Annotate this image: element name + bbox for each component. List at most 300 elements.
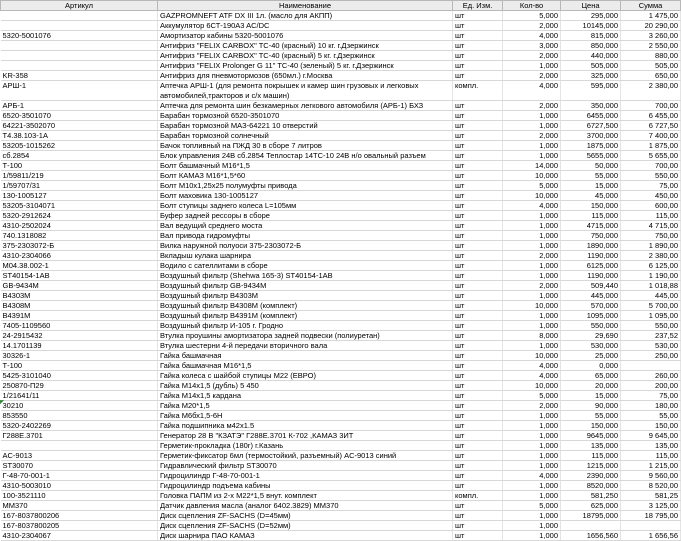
cell-sum[interactable]: 600,00 — [621, 201, 681, 211]
cell-article[interactable]: GB-9434M — [1, 281, 158, 291]
cell-sum[interactable]: 1 475,00 — [621, 11, 681, 21]
table-row[interactable] — [1, 441, 681, 451]
cell-unit[interactable]: шт — [453, 61, 503, 71]
cell-article[interactable]: 167-8037800205 — [1, 521, 158, 531]
cell-article[interactable]: 24-2915432 — [1, 331, 158, 341]
cell-sum[interactable]: 9 645,00 — [621, 431, 681, 441]
cell-quantity[interactable]: 4,000 — [503, 471, 561, 481]
cell-unit[interactable]: шт — [453, 151, 503, 161]
cell-unit[interactable]: шт — [453, 131, 503, 141]
cell-sum[interactable]: 4 715,00 — [621, 221, 681, 231]
cell-name[interactable]: Антифриз "FELIX CARBOX" TC-40 (красный) 5 кг. г.Дзержинск — [158, 51, 453, 61]
table-row[interactable] — [1, 501, 681, 511]
cell-price[interactable]: 595,000 — [561, 81, 621, 101]
table-row[interactable] — [1, 151, 681, 161]
cell-article[interactable]: В4303М — [1, 291, 158, 301]
cell-unit[interactable]: шт — [453, 191, 503, 201]
cell-price[interactable]: 581,250 — [561, 491, 621, 501]
cell-price[interactable]: 1890,000 — [561, 241, 621, 251]
cell-article[interactable]: 4310-2304067 — [1, 531, 158, 541]
cell-article[interactable]: 64221-3502070 — [1, 121, 158, 131]
table-row[interactable] — [1, 141, 681, 151]
cell-quantity[interactable]: 1,000 — [503, 261, 561, 271]
table-row[interactable] — [1, 421, 681, 431]
cell-article[interactable]: KR-358 — [1, 71, 158, 81]
cell-unit[interactable]: шт — [453, 261, 503, 271]
cell-sum[interactable]: 880,00 — [621, 51, 681, 61]
cell-article[interactable]: 1/21641/11 — [1, 391, 158, 401]
cell-price[interactable]: 115,000 — [561, 451, 621, 461]
table-row[interactable] — [1, 511, 681, 521]
cell-quantity[interactable]: 1,000 — [503, 111, 561, 121]
cell-price[interactable]: 20,000 — [561, 381, 621, 391]
cell-sum[interactable]: 445,00 — [621, 291, 681, 301]
cell-price[interactable]: 2390,000 — [561, 471, 621, 481]
cell-name[interactable]: Аккумулятор 6СТ-190A3 AC/DC — [158, 21, 453, 31]
cell-price[interactable]: 55,000 — [561, 411, 621, 421]
cell-article[interactable]: сб.2854 — [1, 151, 158, 161]
cell-name[interactable]: Вкладыш кулака шарнира — [158, 251, 453, 261]
cell-name[interactable]: Антифриз "FELIX Prolonger G 11" TC-40 (зеленый) 5 кг. г.Дзержинск — [158, 61, 453, 71]
cell-article[interactable] — [1, 21, 158, 31]
table-row[interactable] — [1, 531, 681, 541]
cell-price[interactable]: 9645,000 — [561, 431, 621, 441]
cell-quantity[interactable]: 5,000 — [503, 391, 561, 401]
cell-quantity[interactable]: 5,000 — [503, 501, 561, 511]
cell-quantity[interactable]: 3,000 — [503, 41, 561, 51]
cell-unit[interactable]: шт — [453, 181, 503, 191]
cell-price[interactable]: 350,000 — [561, 101, 621, 111]
cell-name[interactable]: Генератор 28 В "КЗАТЭ" Г288Е.3701 К-702 ,КАМАЗ 3ИТ — [158, 431, 453, 441]
cell-sum[interactable]: 450,00 — [621, 191, 681, 201]
cell-name[interactable]: Воздушный фильтр В4391М (комплект) — [158, 311, 453, 321]
cell-sum[interactable]: 581,25 — [621, 491, 681, 501]
cell-price[interactable]: 90,000 — [561, 401, 621, 411]
table-row[interactable] — [1, 161, 681, 171]
table-row[interactable] — [1, 341, 681, 351]
cell-article[interactable]: 130-1005127 — [1, 191, 158, 201]
table-row[interactable] — [1, 201, 681, 211]
cell-name[interactable]: Гайка башмачная — [158, 351, 453, 361]
cell-name[interactable]: Антифриз для пневмотормозов (650мл.) г.Москва — [158, 71, 453, 81]
cell-price[interactable]: 1095,000 — [561, 311, 621, 321]
cell-unit[interactable]: компл. — [453, 81, 503, 101]
cell-unit[interactable]: шт — [453, 511, 503, 521]
cell-article[interactable]: АРБ-1 — [1, 101, 158, 111]
cell-article[interactable]: 53205-1015262 — [1, 141, 158, 151]
header-article[interactable]: Артикул — [1, 1, 158, 11]
cell-name[interactable]: Герметик-фиксатор 6мл (термостойкий, разъемный) AC-9013 синий — [158, 451, 453, 461]
header-unit[interactable]: Ед. Изм. — [453, 1, 503, 11]
cell-unit[interactable]: шт — [453, 171, 503, 181]
cell-quantity[interactable]: 1,000 — [503, 481, 561, 491]
cell-price[interactable]: 850,000 — [561, 41, 621, 51]
cell-quantity[interactable]: 4,000 — [503, 371, 561, 381]
cell-article[interactable]: 740.1318082 — [1, 231, 158, 241]
cell-unit[interactable]: шт — [453, 531, 503, 541]
table-row[interactable] — [1, 451, 681, 461]
cell-unit[interactable]: шт — [453, 291, 503, 301]
cell-quantity[interactable]: 10,000 — [503, 381, 561, 391]
cell-sum[interactable]: 8 520,00 — [621, 481, 681, 491]
cell-price[interactable]: 15,000 — [561, 181, 621, 191]
cell-article[interactable]: 853550 — [1, 411, 158, 421]
cell-sum[interactable]: 18 795,00 — [621, 511, 681, 521]
table-row[interactable] — [1, 241, 681, 251]
cell-sum[interactable]: 2 380,00 — [621, 251, 681, 261]
cell-price[interactable]: 6455,000 — [561, 111, 621, 121]
cell-unit[interactable]: шт — [453, 421, 503, 431]
cell-price[interactable]: 25,000 — [561, 351, 621, 361]
cell-unit[interactable]: шт — [453, 121, 503, 131]
cell-name[interactable]: Диск сцепления ZF-SACHS (D=52мм) — [158, 521, 453, 531]
cell-sum[interactable]: 2 380,00 — [621, 81, 681, 101]
cell-price[interactable]: 150,000 — [561, 201, 621, 211]
cell-quantity[interactable]: 1,000 — [503, 141, 561, 151]
table-row[interactable] — [1, 521, 681, 531]
cell-unit[interactable]: шт — [453, 41, 503, 51]
cell-quantity[interactable]: 1,000 — [503, 521, 561, 531]
cell-price[interactable]: 50,000 — [561, 161, 621, 171]
table-row[interactable] — [1, 411, 681, 421]
cell-quantity[interactable]: 14,000 — [503, 161, 561, 171]
cell-name[interactable]: Датчик давления масла (аналог 6402.3829) ММ370 — [158, 501, 453, 511]
table-row[interactable] — [1, 481, 681, 491]
cell-sum[interactable]: 7 400,00 — [621, 131, 681, 141]
cell-quantity[interactable]: 10,000 — [503, 191, 561, 201]
table-row[interactable] — [1, 351, 681, 361]
cell-price[interactable]: 440,000 — [561, 51, 621, 61]
table-row[interactable] — [1, 121, 681, 131]
table-row[interactable] — [1, 311, 681, 321]
cell-price[interactable] — [561, 521, 621, 531]
cell-quantity[interactable]: 1,000 — [503, 511, 561, 521]
table-row[interactable] — [1, 491, 681, 501]
cell-price[interactable]: 1875,000 — [561, 141, 621, 151]
cell-article[interactable]: AC-9013 — [1, 451, 158, 461]
cell-unit[interactable]: шт — [453, 281, 503, 291]
table-row[interactable] — [1, 261, 681, 271]
cell-unit[interactable]: шт — [453, 351, 503, 361]
cell-article[interactable]: 250870-П29 — [1, 381, 158, 391]
cell-quantity[interactable]: 1,000 — [503, 461, 561, 471]
cell-price[interactable]: 10145,000 — [561, 21, 621, 31]
cell-quantity[interactable]: 1,000 — [503, 421, 561, 431]
cell-sum[interactable]: 530,00 — [621, 341, 681, 351]
cell-name[interactable]: Болт ступицы заднего колеса L=105мм — [158, 201, 453, 211]
cell-article[interactable]: 5320-5001076 — [1, 31, 158, 41]
cell-unit[interactable]: шт — [453, 521, 503, 531]
cell-name[interactable]: Вал ведущий среднего моста — [158, 221, 453, 231]
cell-unit[interactable]: шт — [453, 501, 503, 511]
cell-unit[interactable]: шт — [453, 111, 503, 121]
cell-sum[interactable]: 5 700,00 — [621, 301, 681, 311]
cell-unit[interactable]: шт — [453, 341, 503, 351]
cell-price[interactable]: 5655,000 — [561, 151, 621, 161]
cell-article[interactable]: В4391М — [1, 311, 158, 321]
cell-price[interactable]: 750,000 — [561, 231, 621, 241]
cell-name[interactable]: Гайка М20*1,5 — [158, 401, 453, 411]
cell-sum[interactable]: 237,52 — [621, 331, 681, 341]
table-row[interactable] — [1, 361, 681, 371]
cell-article[interactable]: Т-100 — [1, 361, 158, 371]
table-row[interactable] — [1, 131, 681, 141]
cell-article[interactable]: 1/59707/31 — [1, 181, 158, 191]
cell-unit[interactable]: шт — [453, 471, 503, 481]
cell-price[interactable]: 150,000 — [561, 421, 621, 431]
cell-article[interactable]: Т4.38.103-1А — [1, 131, 158, 141]
cell-price[interactable]: 29,690 — [561, 331, 621, 341]
table-row[interactable] — [1, 101, 681, 111]
cell-sum[interactable]: 1 018,88 — [621, 281, 681, 291]
cell-name[interactable]: Воздушный фильтр В4303М — [158, 291, 453, 301]
cell-price[interactable]: 815,000 — [561, 31, 621, 41]
cell-unit[interactable]: шт — [453, 221, 503, 231]
cell-unit[interactable]: шт — [453, 251, 503, 261]
cell-sum[interactable]: 3 125,00 — [621, 501, 681, 511]
cell-article[interactable]: М04.38.002-1 — [1, 261, 158, 271]
cell-price[interactable]: 45,000 — [561, 191, 621, 201]
cell-sum[interactable]: 1 190,00 — [621, 271, 681, 281]
header-name[interactable]: Наименование — [158, 1, 453, 11]
cell-name[interactable]: Болт КАМАЗ М16*1,5*60 — [158, 171, 453, 181]
cell-sum[interactable]: 150,00 — [621, 421, 681, 431]
cell-name[interactable]: Амортизатор кабины 5320-5001076 — [158, 31, 453, 41]
table-row[interactable] — [1, 271, 681, 281]
cell-quantity[interactable]: 1,000 — [503, 451, 561, 461]
cell-quantity[interactable]: 1,000 — [503, 61, 561, 71]
cell-unit[interactable]: шт — [453, 241, 503, 251]
cell-sum[interactable]: 700,00 — [621, 101, 681, 111]
cell-article[interactable]: 30326-1 — [1, 351, 158, 361]
cell-unit[interactable]: шт — [453, 11, 503, 21]
cell-sum[interactable]: 750,00 — [621, 231, 681, 241]
cell-price[interactable]: 3700,000 — [561, 131, 621, 141]
table-row[interactable] — [1, 181, 681, 191]
cell-unit[interactable]: шт — [453, 161, 503, 171]
cell-article[interactable]: 4310-2304066 — [1, 251, 158, 261]
cell-quantity[interactable]: 1,000 — [503, 431, 561, 441]
cell-article[interactable]: Г288Е.3701 — [1, 431, 158, 441]
cell-sum[interactable]: 75,00 — [621, 181, 681, 191]
cell-unit[interactable]: компл. — [453, 491, 503, 501]
cell-unit[interactable]: шт — [453, 311, 503, 321]
cell-quantity[interactable]: 2,000 — [503, 51, 561, 61]
cell-quantity[interactable]: 5,000 — [503, 11, 561, 21]
cell-quantity[interactable]: 4,000 — [503, 361, 561, 371]
cell-sum[interactable]: 3 260,00 — [621, 31, 681, 41]
cell-name[interactable]: Водило с сателлитами в сборе — [158, 261, 453, 271]
table-row[interactable] — [1, 221, 681, 231]
cell-price[interactable]: 325,000 — [561, 71, 621, 81]
cell-name[interactable]: Головка ПАПМ из 2-х М22*1,5 внут. комплект — [158, 491, 453, 501]
cell-article[interactable]: 7405-1109560 — [1, 321, 158, 331]
cell-name[interactable]: Гайка башмачная М16*1,5 — [158, 361, 453, 371]
cell-name[interactable]: Воздушный фильтр И-105 г. Гродно — [158, 321, 453, 331]
cell-quantity[interactable]: 1,000 — [503, 411, 561, 421]
cell-article[interactable]: 100-3521110 — [1, 491, 158, 501]
cell-sum[interactable]: 6 455,00 — [621, 111, 681, 121]
cell-unit[interactable]: шт — [453, 401, 503, 411]
cell-unit[interactable]: шт — [453, 301, 503, 311]
cell-unit[interactable]: шт — [453, 71, 503, 81]
header-price[interactable]: Цена — [561, 1, 621, 11]
cell-name[interactable]: Болт маховика 130-1005127 — [158, 191, 453, 201]
cell-unit[interactable]: шт — [453, 201, 503, 211]
table-row[interactable] — [1, 301, 681, 311]
cell-sum[interactable]: 135,00 — [621, 441, 681, 451]
cell-name[interactable]: Бачок топливный на ПЖД 30 в сборе 7 литров — [158, 141, 453, 151]
cell-article[interactable] — [1, 61, 158, 71]
cell-name[interactable]: Вилка наружной полуоси 375-2303072-Б — [158, 241, 453, 251]
cell-unit[interactable]: шт — [453, 51, 503, 61]
table-row[interactable] — [1, 21, 681, 31]
cell-article[interactable]: ◤ 30210 — [1, 401, 158, 411]
cell-price[interactable]: 65,000 — [561, 371, 621, 381]
cell-sum[interactable]: 115,00 — [621, 211, 681, 221]
header-sum[interactable]: Сумма — [621, 1, 681, 11]
cell-quantity[interactable]: 1,000 — [503, 491, 561, 501]
cell-sum[interactable]: 55,00 — [621, 411, 681, 421]
cell-name[interactable]: Блок управления 24В сб.2854 Теплостар 14ТС-10 24В н/о овальный разъем — [158, 151, 453, 161]
cell-quantity[interactable]: 2,000 — [503, 281, 561, 291]
cell-quantity[interactable]: 2,000 — [503, 401, 561, 411]
cell-sum[interactable]: 6 125,00 — [621, 261, 681, 271]
cell-name[interactable]: Болт М10х1,25х25 полумуфты привода — [158, 181, 453, 191]
cell-article[interactable]: ST40154-1AB — [1, 271, 158, 281]
header-quantity[interactable]: Кол-во — [503, 1, 561, 11]
cell-sum[interactable]: 1 656,56 — [621, 531, 681, 541]
cell-price[interactable]: 135,000 — [561, 441, 621, 451]
cell-article[interactable]: ST30070 — [1, 461, 158, 471]
cell-article[interactable] — [1, 11, 158, 21]
table-row[interactable] — [1, 31, 681, 41]
cell-unit[interactable]: шт — [453, 411, 503, 421]
cell-unit[interactable]: шт — [453, 371, 503, 381]
cell-article[interactable] — [1, 441, 158, 451]
cell-price[interactable]: 55,000 — [561, 171, 621, 181]
cell-quantity[interactable]: 1,000 — [503, 231, 561, 241]
cell-name[interactable]: Втулка шестерни 4-й передачи вторичного вала — [158, 341, 453, 351]
cell-name[interactable]: Гидроцилиндр Г-48-70-001-1 — [158, 471, 453, 481]
table-row[interactable] — [1, 71, 681, 81]
table-row[interactable] — [1, 431, 681, 441]
cell-name[interactable]: Гайка подшипника м42х1.5 — [158, 421, 453, 431]
cell-article[interactable] — [1, 51, 158, 61]
cell-price[interactable]: 15,000 — [561, 391, 621, 401]
table-row[interactable] — [1, 471, 681, 481]
table-row[interactable] — [1, 171, 681, 181]
cell-name[interactable]: Аптечка АРШ-1 (для ремонта покрышек и камер шин грузовых и легковых автомобилей,тракторов и с/х машин) — [158, 81, 453, 101]
cell-quantity[interactable]: 5,000 — [503, 181, 561, 191]
cell-quantity[interactable]: 1,000 — [503, 221, 561, 231]
cell-sum[interactable]: 650,00 — [621, 71, 681, 81]
table-row[interactable] — [1, 291, 681, 301]
cell-article[interactable]: 4310-5003010 — [1, 481, 158, 491]
cell-quantity[interactable]: 1,000 — [503, 271, 561, 281]
cell-price[interactable]: 550,000 — [561, 321, 621, 331]
cell-article[interactable]: 5425-3101040 — [1, 371, 158, 381]
cell-sum[interactable]: 115,00 — [621, 451, 681, 461]
cell-quantity[interactable]: 1,000 — [503, 441, 561, 451]
cell-price[interactable]: 8520,000 — [561, 481, 621, 491]
cell-name[interactable]: Герметик-прокладка (180г) г.Казань — [158, 441, 453, 451]
cell-unit[interactable]: шт — [453, 461, 503, 471]
cell-article[interactable]: ММ370 — [1, 501, 158, 511]
table-row[interactable] — [1, 461, 681, 471]
cell-sum[interactable]: 1 095,00 — [621, 311, 681, 321]
cell-name[interactable]: Гайка М14х1,5 кардана — [158, 391, 453, 401]
cell-unit[interactable]: шт — [453, 101, 503, 111]
cell-unit[interactable]: шт — [453, 331, 503, 341]
table-row[interactable] — [1, 211, 681, 221]
cell-sum[interactable]: 250,00 — [621, 351, 681, 361]
cell-sum[interactable]: 260,00 — [621, 371, 681, 381]
cell-article[interactable]: 5320-2402269 — [1, 421, 158, 431]
cell-quantity[interactable]: 4,000 — [503, 31, 561, 41]
table-row[interactable] — [1, 41, 681, 51]
cell-name[interactable]: Барабан тормозной солнечный — [158, 131, 453, 141]
cell-sum[interactable]: 1 875,00 — [621, 141, 681, 151]
cell-article[interactable]: В4308М — [1, 301, 158, 311]
cell-sum[interactable]: 550,00 — [621, 171, 681, 181]
cell-article[interactable]: Г-48-70-001-1 — [1, 471, 158, 481]
table-row[interactable] — [1, 321, 681, 331]
cell-article[interactable]: 1/59811/219 — [1, 171, 158, 181]
cell-price[interactable]: 6125,000 — [561, 261, 621, 271]
cell-name[interactable]: Втулка проушины амортизатора задней подвески (полиуретан) — [158, 331, 453, 341]
cell-unit[interactable]: шт — [453, 441, 503, 451]
cell-quantity[interactable]: 10,000 — [503, 301, 561, 311]
cell-unit[interactable]: шт — [453, 431, 503, 441]
cell-name[interactable]: Диск сцепления ZF-SACHS (D=45мм) — [158, 511, 453, 521]
cell-unit[interactable]: шт — [453, 361, 503, 371]
cell-unit[interactable]: шт — [453, 141, 503, 151]
cell-name[interactable]: Барабан тормозной 6520-3501070 — [158, 111, 453, 121]
cell-price[interactable]: 1190,000 — [561, 271, 621, 281]
cell-quantity[interactable]: 1,000 — [503, 151, 561, 161]
cell-sum[interactable]: 20 290,00 — [621, 21, 681, 31]
cell-price[interactable]: 6727,500 — [561, 121, 621, 131]
cell-name[interactable]: Воздушный фильтр В4308М (комплект) — [158, 301, 453, 311]
cell-price[interactable]: 509,440 — [561, 281, 621, 291]
cell-quantity[interactable]: 2,000 — [503, 71, 561, 81]
table-row[interactable] — [1, 231, 681, 241]
cell-sum[interactable] — [621, 521, 681, 531]
cell-unit[interactable]: шт — [453, 21, 503, 31]
cell-article[interactable]: 5320-2912624 — [1, 211, 158, 221]
cell-price[interactable]: 18795,000 — [561, 511, 621, 521]
table-row[interactable] — [1, 281, 681, 291]
table-row[interactable] — [1, 371, 681, 381]
cell-name[interactable]: Воздушный фильтр (Shehwa 165-3) ST40154-1AB — [158, 271, 453, 281]
cell-name[interactable]: Антифриз "FELIX CARBOX" TC-40 (красный) 10 кг. г.Дзержинск — [158, 41, 453, 51]
table-row[interactable] — [1, 381, 681, 391]
cell-article[interactable]: 167-8037800206 — [1, 511, 158, 521]
cell-quantity[interactable]: 4,000 — [503, 81, 561, 101]
cell-price[interactable]: 505,000 — [561, 61, 621, 71]
table-row[interactable] — [1, 81, 681, 101]
table-row[interactable] — [1, 331, 681, 341]
cell-article[interactable]: 53205-3104071 — [1, 201, 158, 211]
cell-sum[interactable]: 700,00 — [621, 161, 681, 171]
cell-article[interactable] — [1, 41, 158, 51]
cell-name[interactable]: Буфер задней рессоры в сборе — [158, 211, 453, 221]
cell-quantity[interactable]: 10,000 — [503, 171, 561, 181]
table-row[interactable] — [1, 191, 681, 201]
cell-unit[interactable]: шт — [453, 231, 503, 241]
cell-unit[interactable]: шт — [453, 391, 503, 401]
